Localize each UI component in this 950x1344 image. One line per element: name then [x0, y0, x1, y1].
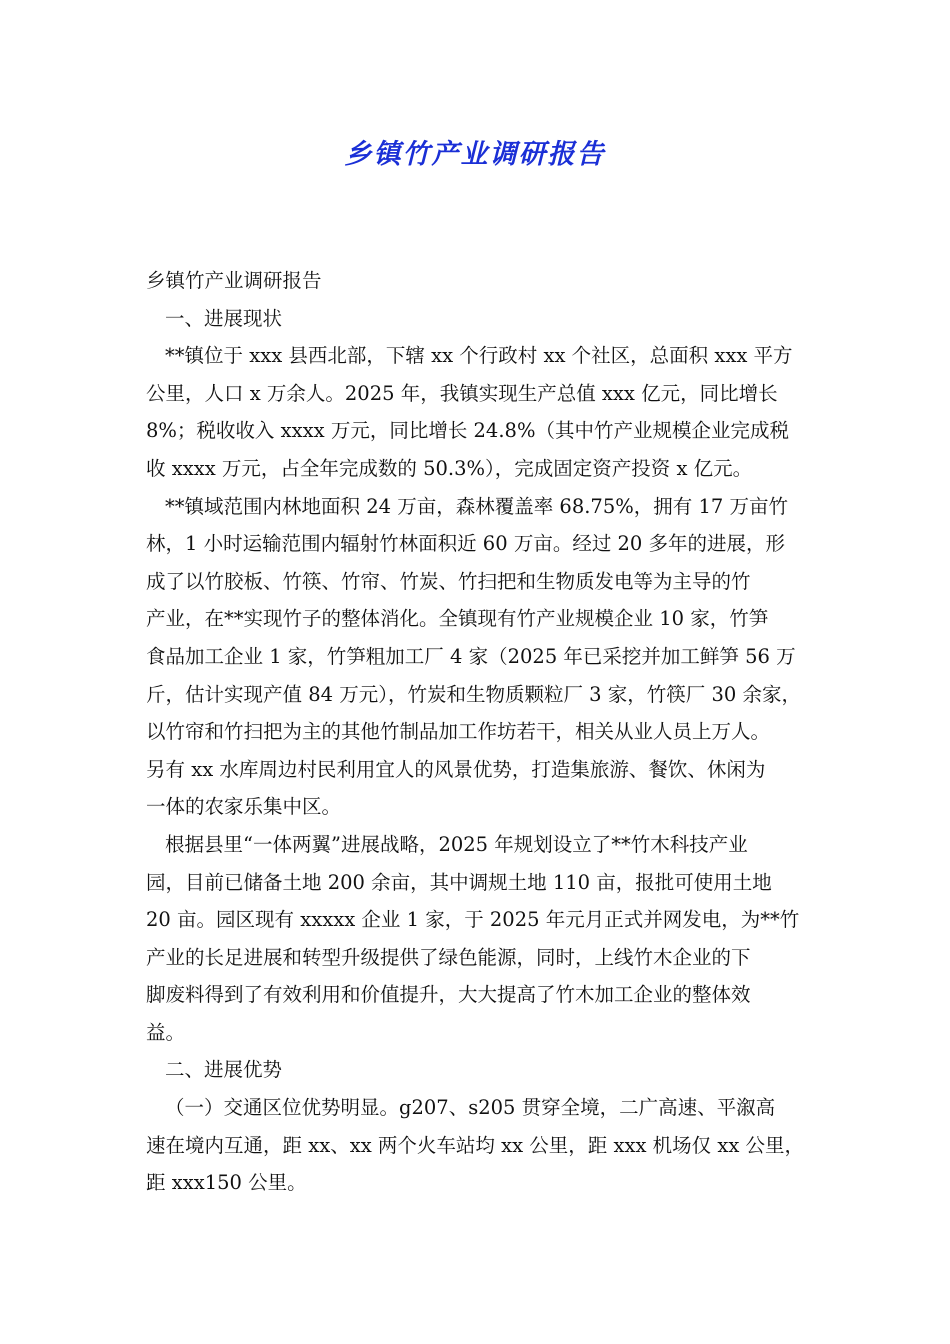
- section-heading-progress-status: 一、进展现状: [165, 306, 283, 330]
- paragraph-town-overview: [146, 337, 806, 487]
- paragraph-line: 以竹帘和竹扫把为主的其他竹制品加工作坊若干，相关从业人员上万人。: [146, 720, 771, 744]
- paragraph-line: 脚废料得到了有效利用和价值提升，大大提高了竹木加工企业的整体效: [146, 983, 751, 1007]
- paragraph-industrial-park: [146, 826, 806, 1052]
- section-heading-advantages: 二、进展优势: [165, 1058, 283, 1082]
- paragraph-line: 8%；税收收入 xxxx 万元，同比增长 24.8%（其中竹产业规模企业完成税: [146, 419, 789, 443]
- paragraph-line: 成了以竹胶板、竹筷、竹帘、竹炭、竹扫把和生物质发电等为主导的竹: [146, 569, 751, 593]
- paragraph-line: 园，目前已储备土地 200 余亩，其中调规土地 110 亩，报批可使用土地: [146, 870, 772, 894]
- paragraph-line: 产业的长足进展和转型升级提供了绿色能源，同时，上线竹木企业的下: [146, 945, 751, 969]
- paragraph-line: 公里，人口 x 万余人。2025 年，我镇实现生产总值 xxx 亿元，同比增长: [146, 381, 778, 405]
- paragraph-line: 一体的农家乐集中区。: [146, 795, 342, 819]
- paragraph-line: 距 xxx150 公里。: [146, 1171, 307, 1195]
- paragraph-line: 另有 xx 水库周边村民利用宜人的风景优势，打造集旅游、餐饮、休闲为: [146, 757, 766, 781]
- paragraph-line: **镇域范围内林地面积 24 万亩，森林覆盖率 68.75%，拥有 17 万亩竹: [165, 494, 788, 518]
- paragraph-line: （一）交通区位优势明显。g207、s205 贯穿全境，二广高速、平溆高: [165, 1096, 776, 1120]
- paragraph-line: 林，1 小时运输范围内辐射竹林面积近 60 万亩。经过 20 多年的进展，形: [146, 532, 786, 556]
- document-body: [146, 262, 806, 1202]
- paragraph-transport-advantage: [146, 1089, 806, 1202]
- paragraph-line: 斤，估计实现产值 84 万元），竹炭和生物质颗粒厂 3 家，竹筷厂 30 余家，: [146, 682, 801, 706]
- report-heading: 乡镇竹产业调研报告: [146, 269, 322, 292]
- paragraph-line: **镇位于 xxx 县西北部，下辖 xx 个行政村 xx 个社区，总面积 xxx 平方: [165, 344, 793, 368]
- paragraph-line: 速在境内互通，距 xx、xx 两个火车站均 xx 公里，距 xxx 机场仅 xx 公里，: [146, 1133, 805, 1157]
- paragraph-line: 根据县里“一体两翼”进展战略，2025 年规划设立了**竹木科技产业: [165, 832, 748, 856]
- paragraph-line: 收 xxxx 万元，占全年完成数的 50.3%），完成固定资产投资 x 亿元。: [146, 456, 753, 480]
- document-title: 乡镇竹产业调研报告: [344, 139, 606, 170]
- paragraph-line: 20 亩。园区现有 xxxxx 企业 1 家，于 2025 年元月正式并网发电，为**竹: [146, 908, 800, 932]
- paragraph-line: 产业，在**实现竹子的整体消化。全镇现有竹产业规模企业 10 家，竹笋: [146, 607, 769, 631]
- paragraph-line: 食品加工企业 1 家，竹笋粗加工厂 4 家（2025 年已采挖并加工鲜笋 56 万: [146, 644, 796, 668]
- paragraph-forest-resources: [146, 488, 806, 826]
- paragraph-line: 益。: [146, 1020, 186, 1044]
